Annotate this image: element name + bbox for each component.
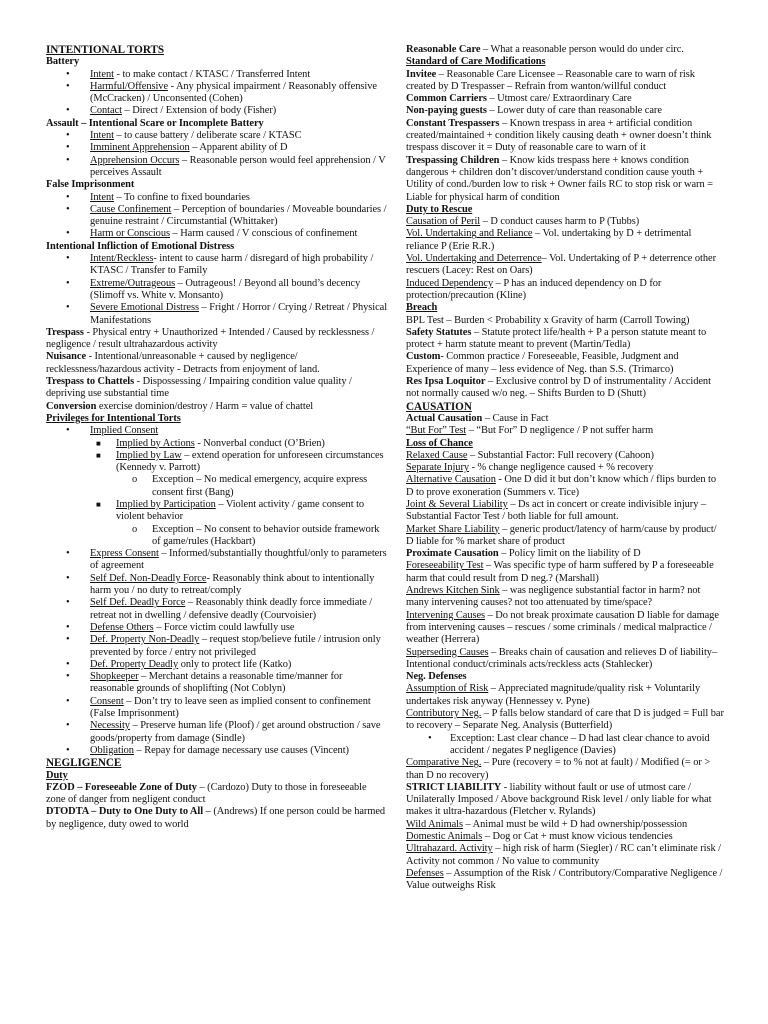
list-item bbox=[46, 634, 388, 659]
term: Trespass to Chattels bbox=[46, 376, 135, 388]
definition: – Breaks chain of causation and relieves D of liability– Intentional conduct/criminals acts/reckless acts (Stahlecker) bbox=[406, 646, 718, 670]
definition: – Reasonable Care Licensee – Reasonable care to warn of risk created by D Trespasser – Refrain from wanton/willful conduct bbox=[406, 68, 695, 92]
term: Foreseeability Test bbox=[406, 560, 484, 572]
term: Relaxed Cause bbox=[406, 449, 468, 461]
term: Joint & Several Liability bbox=[406, 498, 508, 510]
definition: – Apparent ability of D bbox=[189, 142, 288, 154]
paragraph bbox=[406, 216, 724, 228]
list-item bbox=[46, 474, 388, 499]
paragraph bbox=[46, 351, 388, 376]
term: Obligation bbox=[90, 744, 134, 756]
definition: - to make contact / KTASC / Transferred Intent bbox=[113, 68, 311, 80]
paragraph bbox=[406, 413, 724, 425]
term: Ultrahazard. Activity bbox=[406, 843, 493, 855]
paragraph bbox=[406, 708, 724, 733]
bullet-marker: • bbox=[66, 634, 70, 646]
term: “But For” Test bbox=[406, 425, 467, 437]
definition: - Nonverbal conduct (O’Brien) bbox=[194, 437, 325, 449]
definition: - Reasonably think about to intentionally harm you / no duty to retreat/comply bbox=[90, 572, 375, 597]
definition: – Preserve human life (Ploof) / get around obstruction / save goods/property from damage (Sindle) bbox=[90, 720, 381, 744]
definition: – Cause in Fact bbox=[482, 412, 549, 424]
paragraph bbox=[46, 327, 388, 352]
section-heading: Duty bbox=[46, 769, 68, 781]
definition: – Known trespass in area + artificial condition created/maintained + condition likely causing death + owner doesn’t think trespass discover it = Duty of reasonable care to warn of it bbox=[406, 117, 712, 154]
definition: – Reasonable person would feel apprehension / V perceives Assault bbox=[90, 154, 386, 178]
term: Implied by Law bbox=[116, 449, 182, 461]
term: Severe Emotional Distress bbox=[90, 302, 199, 314]
definition: only to protect life (Katko) bbox=[178, 658, 292, 670]
definition: – To confine to fixed boundaries bbox=[113, 191, 250, 203]
term: Imminent Apprehension bbox=[90, 142, 190, 154]
term: Implied Consent bbox=[90, 425, 159, 437]
paragraph bbox=[406, 425, 724, 437]
definition: – Informed/substantially thoughtful/only to parameters of agreement bbox=[90, 548, 387, 572]
term: Custom bbox=[406, 351, 441, 363]
list-item bbox=[46, 81, 388, 106]
term: Shopkeeper bbox=[90, 671, 139, 683]
term: Necessity bbox=[90, 720, 130, 732]
definition: – Fright / Horror / Crying / Retreat / Physical Manifestations bbox=[90, 302, 388, 326]
definition: – Violent activity / game consent to violent behavior bbox=[116, 498, 365, 523]
bullet-marker: • bbox=[66, 80, 70, 92]
term: Def. Property Deadly bbox=[90, 658, 179, 670]
paragraph bbox=[406, 647, 724, 672]
bullet-marker: • bbox=[66, 302, 70, 314]
term: Self Def. Non-Deadly Force bbox=[90, 572, 207, 584]
definition: – Force victim could lawfully use bbox=[153, 621, 295, 633]
term: Self Def. Deadly Force bbox=[90, 597, 186, 609]
right-column bbox=[406, 44, 724, 892]
section-heading: Assault – Intentional Scare or Incomplete Battery bbox=[46, 117, 264, 129]
term: Superseding Causes bbox=[406, 646, 489, 658]
term: Apprehension Occurs bbox=[90, 154, 180, 166]
paragraph bbox=[406, 278, 724, 303]
definition: – Direct / Extension of body (Fisher) bbox=[121, 105, 277, 117]
term: Alternative Causation bbox=[406, 474, 496, 486]
paragraph bbox=[406, 843, 724, 868]
term: Intent bbox=[90, 191, 114, 203]
list-item bbox=[46, 499, 388, 524]
list-item bbox=[46, 524, 388, 549]
definition: – Dog or Cat + must know vicious tendencies bbox=[482, 831, 673, 842]
paragraph bbox=[406, 610, 724, 647]
definition: Exception – No consent to behavior outside framework of game/rules (Hackbart) bbox=[152, 523, 380, 547]
definition: – Don’t try to leave seen as implied consent to confinement (False Imprisonment) bbox=[90, 695, 371, 720]
list-item bbox=[46, 155, 388, 180]
bullet-marker: • bbox=[66, 597, 70, 609]
term: Intent/Reckless bbox=[90, 253, 154, 265]
bullet-marker: • bbox=[66, 105, 70, 117]
bullet-marker: • bbox=[66, 191, 70, 203]
bullet-marker: ■ bbox=[96, 499, 101, 509]
definition: – Do not break proximate causation D liable for damage from intervening causes – rescues / some criminals / medical malpractice / weather (Herrera) bbox=[406, 609, 719, 646]
paragraph bbox=[406, 524, 724, 549]
paragraph bbox=[46, 376, 388, 401]
definition: – P has an induced dependency on D for protection/precaution (Kline) bbox=[406, 277, 662, 301]
bullet-marker: • bbox=[428, 732, 432, 744]
list-item bbox=[46, 548, 388, 573]
term: STRICT LIABILITY bbox=[406, 781, 502, 793]
paragraph bbox=[406, 450, 724, 462]
list-item bbox=[46, 204, 388, 229]
list-item bbox=[46, 671, 388, 696]
bullet-marker: • bbox=[66, 658, 70, 670]
definition: – Appreciated magnitude/quality risk + Voluntarily undertakes risk anyway (Hennessey v. Pyne) bbox=[406, 683, 701, 707]
term: Extreme/Outrageous bbox=[90, 277, 176, 289]
bullet-marker: • bbox=[66, 744, 70, 756]
definition: – extend operation for unforeseen circumstances (Kennedy v. Parrott) bbox=[116, 449, 384, 474]
term: Harmful/Offensive bbox=[90, 80, 169, 92]
paragraph bbox=[406, 93, 724, 105]
paragraph bbox=[46, 806, 388, 831]
bullet-marker: • bbox=[66, 720, 70, 732]
definition: – What a reasonable person would do under circ. bbox=[480, 44, 684, 55]
paragraph bbox=[406, 118, 724, 155]
bullet-marker: • bbox=[66, 228, 70, 240]
term: Nuisance bbox=[46, 351, 87, 363]
definition: – “But For” D negligence / P not suffer harm bbox=[466, 425, 654, 437]
paragraph bbox=[406, 253, 724, 278]
list-item bbox=[46, 69, 388, 81]
term: Induced Dependency bbox=[406, 277, 494, 289]
term: Reasonable Care bbox=[406, 44, 481, 55]
definition: – D conduct causes harm to P (Tubbs) bbox=[480, 216, 640, 228]
paragraph bbox=[406, 462, 724, 474]
term: Implied by Participation bbox=[116, 498, 216, 510]
paragraph bbox=[406, 327, 724, 352]
bullet-marker: • bbox=[66, 671, 70, 683]
definition: – Assumption of the Risk / Contributory/Comparative Negligence / Value outweighs Risk bbox=[406, 867, 723, 892]
term: Trespassing Children bbox=[406, 154, 500, 166]
definition: – Animal must be wild + D had ownership/possession bbox=[463, 818, 688, 830]
term: Non-paying guests bbox=[406, 105, 487, 117]
section-heading: Loss of Chance bbox=[406, 437, 473, 449]
list-item bbox=[46, 130, 388, 142]
term: Actual Causation bbox=[406, 412, 483, 424]
bullet-marker: ■ bbox=[96, 438, 101, 448]
list-item bbox=[46, 142, 388, 154]
definition: – high risk of harm (Siegler) / RC can’t eliminate risk / Activity not common / No value to community bbox=[406, 843, 722, 867]
section-heading: Breach bbox=[406, 302, 438, 314]
paragraph bbox=[406, 831, 724, 843]
definition: - intent to cause harm / disregard of high probability / KTASC / Transfer to Family bbox=[90, 253, 374, 277]
term: Safety Statutes bbox=[406, 326, 472, 338]
bullet-marker: • bbox=[66, 425, 70, 437]
term: Defenses bbox=[406, 867, 444, 879]
term: Conversion bbox=[46, 400, 97, 412]
list-item bbox=[46, 253, 388, 278]
paragraph bbox=[406, 69, 724, 94]
definition: – Was specific type of harm suffered by P a foreseeable harm that could result from D neg.? (Marshall) bbox=[406, 560, 714, 584]
term: Intent bbox=[90, 68, 114, 80]
section-heading: Privileges for Intentional Torts bbox=[46, 412, 181, 424]
list-item bbox=[46, 573, 388, 598]
section-title: INTENTIONAL TORTS bbox=[46, 44, 165, 56]
section-title: NEGLIGENCE bbox=[46, 757, 122, 770]
paragraph bbox=[406, 228, 724, 253]
definition: - Physical entry + Unauthorized + Intended / Caused by recklessness / negligence / result ultrahazardous activity bbox=[46, 326, 375, 351]
term: Comparative Neg. bbox=[406, 757, 482, 769]
section-heading: Duty to Rescue bbox=[406, 203, 473, 215]
list-item bbox=[46, 278, 388, 303]
term: Wild Animals bbox=[406, 818, 463, 830]
paragraph bbox=[406, 499, 724, 524]
section-heading: Standard of Care Modifications bbox=[406, 56, 546, 68]
bullet-marker: ■ bbox=[96, 450, 101, 460]
term: Domestic Animals bbox=[406, 831, 483, 842]
paragraph bbox=[406, 683, 724, 708]
term: Trespass bbox=[46, 326, 84, 338]
bullet-marker: • bbox=[66, 253, 70, 265]
list-item bbox=[46, 622, 388, 634]
definition: – Pure (recovery = to % not at fault) / Modified (= or > than D no recovery) bbox=[406, 757, 711, 781]
definition: – Exclusive control by D of instrumentality / Accident not normally caused w/o neg. – Shifts Burden to D (Shutt) bbox=[406, 376, 711, 400]
paragraph bbox=[406, 44, 724, 56]
paragraph bbox=[406, 819, 724, 831]
definition: – Policy limit on the liability of D bbox=[498, 548, 641, 560]
definition: – Outrageous! / Beyond all bound’s decency (Slimoff vs. White v. Monsanto) bbox=[90, 277, 361, 301]
bullet-marker: • bbox=[66, 277, 70, 289]
list-item bbox=[46, 228, 388, 240]
definition: - liability without fault or use of utmost care / Unilaterally Imposed / Above background Risk level / only liable for what makes it ultra-hazardous (Fletcher v. Rylands) bbox=[406, 781, 712, 818]
section-heading: Battery bbox=[46, 56, 80, 68]
list-item bbox=[46, 302, 388, 327]
definition: – Perception of boundaries / Moveable boundaries / genuine restraint / Circumstantial (Whittaker) bbox=[90, 203, 387, 228]
bullet-marker: • bbox=[66, 68, 70, 80]
bullet-marker: o bbox=[132, 523, 138, 535]
definition: – was negligence substantial factor in harm? not many intervening causes? not too attenuated by time/space? bbox=[406, 585, 701, 609]
paragraph bbox=[406, 548, 724, 560]
paragraph bbox=[406, 351, 724, 376]
section-title: CAUSATION bbox=[406, 400, 472, 413]
paragraph bbox=[406, 560, 724, 585]
bullet-marker: • bbox=[66, 621, 70, 633]
bullet-marker: • bbox=[66, 142, 70, 154]
paragraph bbox=[406, 782, 724, 819]
term: Def. Property Non-Deadly bbox=[90, 634, 200, 646]
definition: – Utmost care/ Extraordinary Care bbox=[486, 93, 632, 105]
definition: – Lower duty of care than reasonable care bbox=[486, 105, 662, 117]
term: DTODTA – Duty to One Duty to All bbox=[46, 806, 204, 818]
definition: – Merchant detains a reasonable time/manner for reasonable grounds of shoplifting (Not Coblyn) bbox=[90, 671, 343, 695]
list-item bbox=[46, 425, 388, 437]
list-item bbox=[46, 438, 388, 450]
bullet-marker: • bbox=[66, 203, 70, 215]
bullet-marker: • bbox=[66, 548, 70, 560]
term: Cause Confinement bbox=[90, 203, 172, 215]
definition: – Vol. undertaking by D + detrimental reliance P (Erie R.R.) bbox=[406, 228, 692, 252]
bullet-marker: o bbox=[132, 474, 138, 486]
definition: – to cause battery / deliberate scare / KTASC bbox=[113, 130, 302, 142]
definition: Exception: Last clear chance – D had last clear chance to avoid accident / negates P negligence (Davies) bbox=[450, 732, 710, 756]
list-item bbox=[46, 745, 388, 757]
definition: - Intentional/unreasonable + caused by negligence/ recklessness/hazardous activity - Detracts from enjoyment of land. bbox=[46, 351, 320, 375]
definition: – Substantial Factor: Full recovery (Cahoon) bbox=[467, 449, 654, 461]
definition: – Know kids trespass here + knows condition dangerous + children don’t discover/understand condition cause youth + Utility of cond./burden low to risk + Owner fails RC to stop risk or warn = Liable for physical harm of condition bbox=[406, 154, 713, 203]
definition: - One D did it but don’t know which / flips burden to D to prove exoneration (Summers v. Tice) bbox=[406, 474, 717, 498]
definition: – P falls below standard of care that D is judged = Full bar to recovery – Separate Neg. Analysis (Butterfield) bbox=[406, 708, 724, 732]
list-item bbox=[46, 192, 388, 204]
paragraph bbox=[406, 315, 724, 327]
term: Assumption of Risk bbox=[406, 683, 489, 695]
list-item bbox=[46, 597, 388, 622]
list-item bbox=[46, 696, 388, 721]
term: Market Share Liability bbox=[406, 523, 500, 535]
term: Common Carriers bbox=[406, 93, 487, 105]
definition: – Vol. Undertaking of P + deterrence other rescuers (Lacey: Rest on Oars) bbox=[406, 253, 716, 277]
section-heading: False Imprisonment bbox=[46, 179, 135, 191]
definition: BPL Test – Burden < Probability x Gravity of harm (Carroll Towing) bbox=[406, 314, 690, 326]
bullet-marker: • bbox=[66, 695, 70, 707]
list-item bbox=[46, 659, 388, 671]
paragraph bbox=[46, 401, 388, 413]
term: Intervening Causes bbox=[406, 609, 486, 621]
paragraph bbox=[406, 757, 724, 782]
term: Express Consent bbox=[90, 548, 159, 560]
left-column bbox=[46, 44, 388, 831]
list-item bbox=[46, 105, 388, 117]
term: Intent bbox=[90, 130, 114, 142]
list-item bbox=[406, 733, 724, 758]
term: Implied by Actions bbox=[116, 437, 195, 449]
section-heading: Neg. Defenses bbox=[406, 671, 467, 683]
definition: - Dispossessing / Impairing condition value quality / depriving use substantial time bbox=[46, 376, 352, 400]
term: Proximate Causation bbox=[406, 548, 499, 560]
definition: exercise dominion/destroy / Harm = value of chattel bbox=[96, 400, 314, 412]
paragraph bbox=[406, 155, 724, 204]
list-item bbox=[46, 720, 388, 745]
term: Vol. Undertaking and Reliance bbox=[406, 228, 533, 240]
definition: – request stop/believe futile / intrusion only prevented by force / entry not privileged bbox=[90, 634, 381, 658]
term: Andrews Kitchen Sink bbox=[406, 585, 500, 597]
section-heading: Intentional Infliction of Emotional Distress bbox=[46, 240, 235, 252]
definition: – Ds act in concert or create indivisible injury – Substantial Factor Test / both liable for full amount. bbox=[406, 498, 707, 523]
definition: – (Andrews) If one person could be harmed by negligence, duty owed to world bbox=[46, 806, 386, 830]
term: Contributory Neg. bbox=[406, 708, 482, 720]
bullet-marker: • bbox=[66, 572, 70, 584]
bullet-marker: • bbox=[66, 130, 70, 142]
paragraph bbox=[406, 105, 724, 117]
term: Vol. Undertaking and Deterrence bbox=[406, 253, 542, 265]
definition: – Harm caused / V conscious of confinement bbox=[169, 228, 358, 240]
paragraph bbox=[406, 585, 724, 610]
definition: – Reasonably think deadly force immediate / retreat not in dwelling / defensive deadly (Courvoisier) bbox=[90, 597, 373, 621]
definition: - Common practice / Foreseeable, Feasible, Judgment and Experience of many – less evidence of Neg. than S.S. (Trimarco) bbox=[406, 351, 679, 375]
list-item bbox=[46, 450, 388, 475]
definition: Exception – No medical emergency, acquire express consent first (Bang) bbox=[152, 474, 368, 498]
term: Consent bbox=[90, 695, 124, 707]
bullet-marker: • bbox=[66, 154, 70, 166]
term: Harm or Conscious bbox=[90, 228, 170, 240]
term: Invitee bbox=[406, 68, 437, 80]
paragraph bbox=[46, 782, 388, 807]
definition: – Statute protect life/health + P a person statute meant to protect + harm statute meant to prevent (Martin/Tedla) bbox=[406, 326, 707, 351]
term: Separate Injury bbox=[406, 462, 470, 474]
paragraph bbox=[406, 376, 724, 401]
definition: - Any physical impairment / Reasonably offensive (McCracken) / Unconsented (Cohen) bbox=[90, 80, 377, 105]
term: Contact bbox=[90, 105, 122, 117]
paragraph bbox=[406, 474, 724, 499]
term: Defense Others bbox=[90, 621, 154, 633]
term: Constant Trespassers bbox=[406, 117, 500, 129]
term: FZOD – Foreseeable Zone of Duty bbox=[46, 781, 197, 793]
definition: – Repay for damage necessary use causes (Vincent) bbox=[133, 744, 349, 756]
definition: - % change negligence caused + % recovery bbox=[469, 462, 654, 474]
definition: – generic product/latency of harm/cause by product/ D liable for % market share of product bbox=[406, 523, 717, 547]
paragraph bbox=[406, 868, 724, 893]
term: Causation of Peril bbox=[406, 216, 481, 228]
definition: – (Cardozo) Duty to those in foreseeable zone of danger from negligent conduct bbox=[46, 781, 367, 806]
term: Res Ipsa Loquitor bbox=[406, 376, 486, 388]
